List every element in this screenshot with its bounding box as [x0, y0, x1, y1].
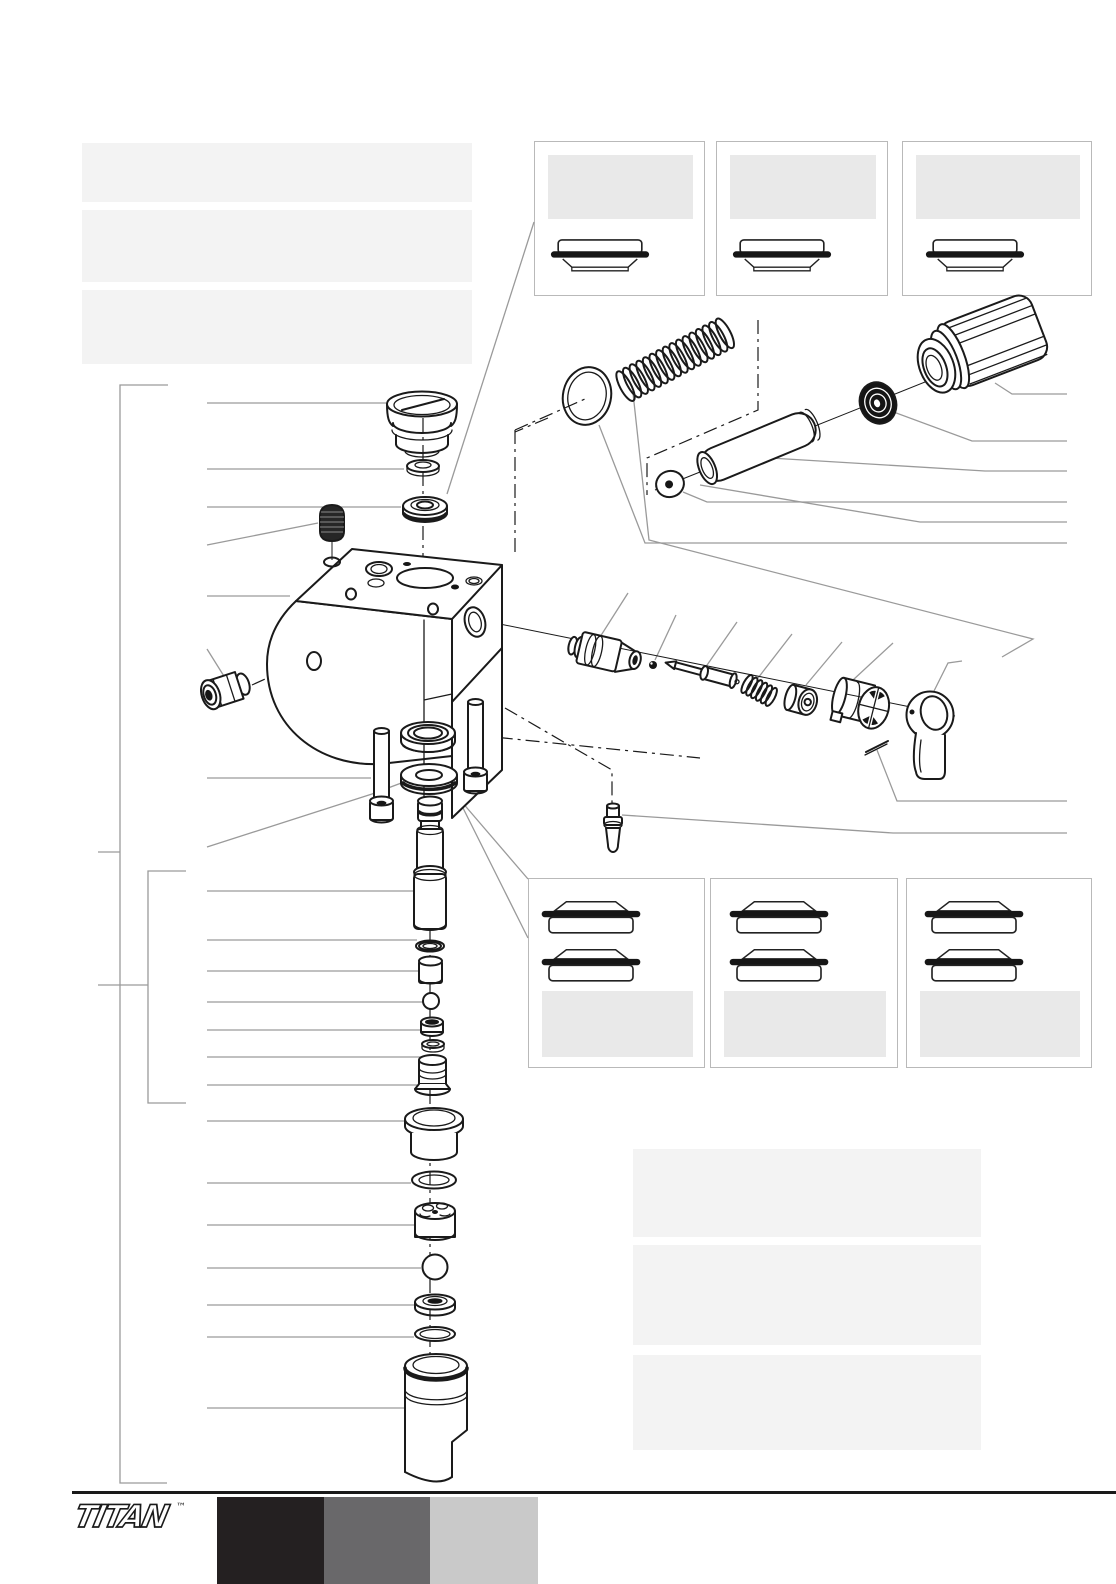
packing-gland: [403, 497, 447, 522]
set-screw: [320, 505, 344, 560]
left-bracket-lines: [98, 385, 186, 1483]
valve-cage: [415, 1203, 455, 1240]
socket-head-screw-left: [370, 728, 393, 823]
right-leader-lines: [599, 383, 1067, 833]
o-ring-small: [416, 941, 444, 952]
piston-packing-lower: [401, 764, 457, 794]
foot-valve-housing: [405, 1354, 467, 1481]
valve-seat-small: [421, 1018, 443, 1037]
footer-rule: [72, 1491, 1116, 1494]
bleed-ball: [649, 661, 657, 669]
bleed-valve-handle: [907, 692, 954, 780]
bleed-pin: [865, 741, 888, 755]
relief-spring: [613, 316, 738, 403]
o-ring-foot: [415, 1327, 455, 1341]
light-gray-swatch: [430, 1497, 538, 1584]
ball-small: [423, 993, 439, 1009]
black-swatch: [217, 1497, 324, 1584]
piston-rod: [414, 797, 446, 931]
titan-logo: [66, 1494, 196, 1538]
bleed-spring: [739, 674, 779, 708]
grease-fitting: [604, 804, 622, 853]
bleed-stem: [664, 655, 741, 689]
relief-knob: [907, 291, 1051, 400]
guide-bushing: [419, 957, 442, 984]
socket-head-screw-right: [464, 699, 487, 794]
bleed-valve-housing: [828, 676, 894, 732]
relief-o-ring: [557, 363, 616, 430]
inlet-fitting: [198, 668, 254, 712]
relief-seal: [854, 377, 902, 429]
cap-nut: [387, 392, 457, 458]
valve-part-leader-lines: [600, 593, 962, 693]
logo-text: TITAN: [71, 1499, 171, 1535]
trademark-symbol: ™: [176, 1502, 186, 1513]
dark-gray-swatch: [324, 1497, 430, 1584]
relief-tube: [693, 407, 823, 487]
bleed-valve-seat: [565, 629, 644, 677]
washer-small: [422, 1040, 444, 1052]
valve-seat-washer: [415, 1295, 455, 1316]
bleed-nut: [782, 684, 820, 717]
centerlines: [252, 320, 1000, 1362]
titan-logo-wordmark: [71, 1499, 172, 1535]
o-ring-outlet: [412, 1172, 456, 1189]
ball-large: [423, 1255, 448, 1280]
upper-valve-housing: [415, 1055, 450, 1095]
relief-washer: [652, 467, 687, 501]
outlet-bushing: [405, 1108, 463, 1160]
